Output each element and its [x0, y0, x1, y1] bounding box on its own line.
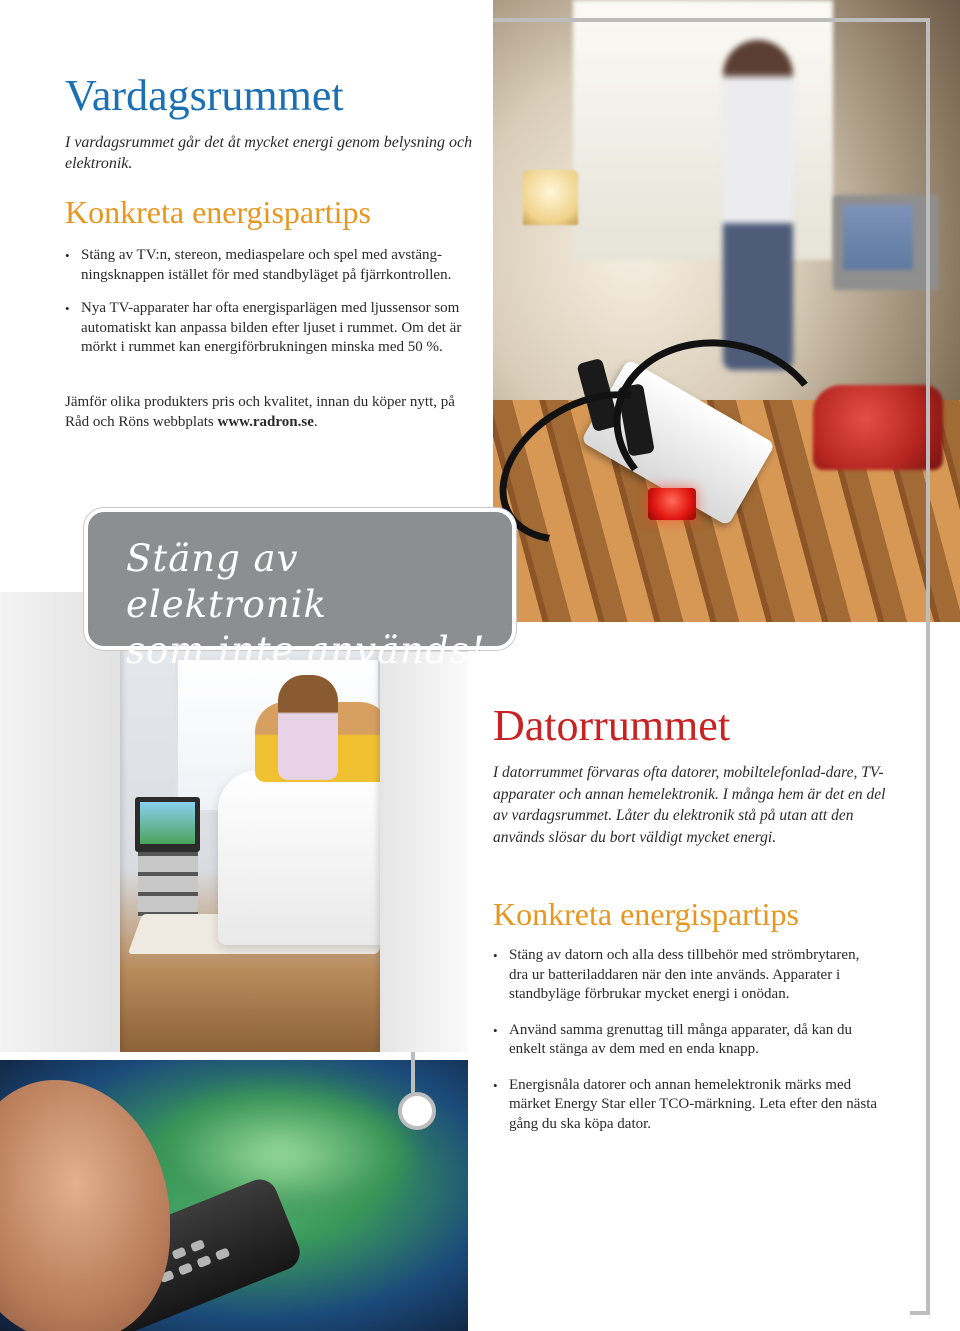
compare-text: Jämför olika produkters pris och kvalitet, innan du köper nytt, på Råd och Röns webbplats	[65, 394, 455, 430]
photo-hand	[0, 1080, 170, 1331]
list-item: • Energisnåla datorer och annan hemelektronik märks med märket Energy Star eller TCO-märkning. Leta efter den nästa gång du ska köpa dator.	[493, 1076, 878, 1135]
radron-link[interactable]: www.radron.se	[217, 413, 314, 430]
callout-text	[126, 536, 496, 674]
section1-lead: I vardagsrummet går det åt mycket energi genom belysning och elektronik.	[65, 134, 473, 172]
section1-tips-heading: Konkreta energispartips	[65, 194, 371, 230]
section2-tips-list	[493, 946, 878, 1134]
section2-tips-heading: Konkreta energispartips	[493, 896, 799, 932]
photo-tv-stand	[138, 852, 198, 917]
section2-lead: I datorrummet förvaras ofta datorer, mobiltelefonlad-dare, TV-apparater och annan hemelektronik. I många hem är det en del av vardagsrummet. Låter du elektronik stå på utan att den används slösar du bort väldigt mycket energi.	[493, 764, 886, 846]
remote-button	[190, 1239, 205, 1252]
photo-tv-screen	[843, 205, 913, 270]
circle-ornament	[398, 1092, 436, 1130]
frame-line-bottom	[910, 1311, 930, 1315]
photo-door-right	[380, 652, 468, 1052]
list-item: • Stäng av TV:n, stereon, mediaspelare och spel med avstäng-ningsknappen istället för med standbyläget på fjärrkontrollen.	[65, 246, 475, 285]
section1-tips-list	[65, 246, 475, 358]
remote-button	[171, 1247, 186, 1260]
list-item: • Använd samma grenuttag till många apparater, då kan du enkelt stänga av dem med en enda knapp.	[493, 1021, 878, 1060]
callout-line1: Stäng av elektronik	[126, 537, 327, 626]
photo-door-left	[0, 592, 120, 1052]
list-item: • Stäng av datorn och alla dess tillbehör med strömbrytaren, dra ur batteriladdaren när den inte används. Apparater i standbyläge förbrukar mycket energi i onödan.	[493, 946, 878, 1005]
photo-person-vacuuming	[723, 40, 793, 370]
remote-button	[215, 1247, 230, 1260]
callout-line2: som inte används!	[126, 629, 486, 672]
power-strip-photo	[493, 0, 960, 622]
remote-button	[196, 1255, 211, 1268]
photo-window	[573, 0, 833, 260]
frame-line-right	[926, 18, 930, 1313]
section2-title: Datorrummet	[493, 701, 731, 750]
compare-end: .	[313, 413, 318, 430]
list-item: • Nya TV-apparater har ofta energisparlägen med ljussensor som automatiskt kan anpassa bilden efter ljuset i rummet. Om det är mörkt i rummet kan energiförbrukningen minska med 50 %.	[65, 299, 471, 358]
section1-compare-text	[65, 393, 465, 432]
frame-line-connector	[411, 1052, 415, 1094]
section1-title: Vardagsrummet	[65, 71, 344, 120]
photo-vacuum-cleaner	[813, 385, 943, 470]
photo-girl	[278, 675, 338, 780]
remote-button	[178, 1262, 193, 1275]
photo-tv-screen	[140, 802, 195, 844]
frame-corner	[930, 18, 944, 22]
callout-box	[84, 508, 516, 672]
photo-lamp	[523, 170, 578, 225]
remote-control-photo	[0, 1060, 468, 1331]
photo-armchair	[218, 770, 388, 945]
frame-line-top	[493, 18, 928, 22]
